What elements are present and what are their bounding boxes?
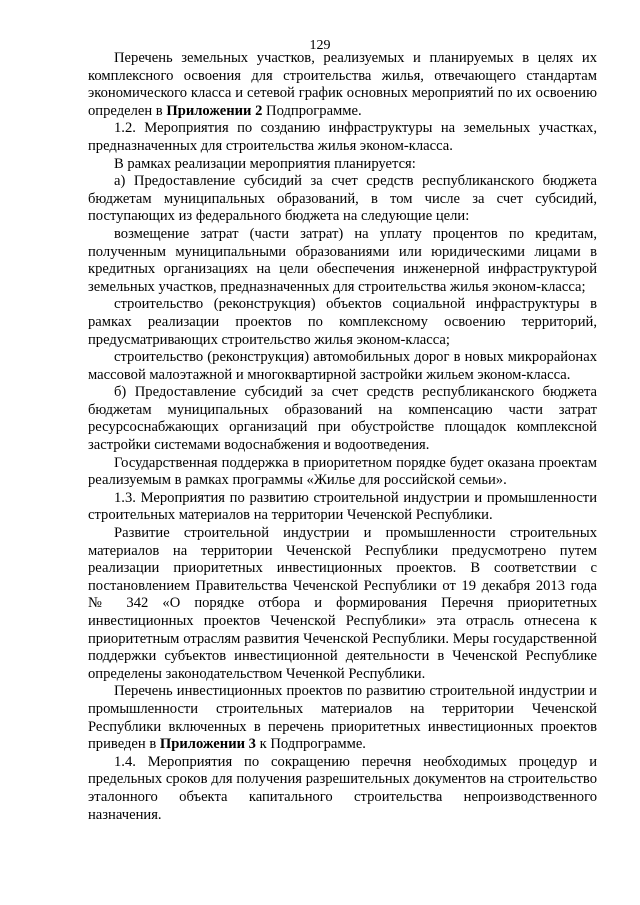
section-1-3-heading xyxy=(88,490,597,525)
paragraph-text: возмещение затрат (части затрат) на уплату процентов по кредитам, полученным муниципальными образованиями или юридическими лицами в кредитных организациях на цели обеспечения инженерной инфраструктурой земельных участков, предназначенных для строительства жилья эконом-класса; xyxy=(88,225,597,295)
paragraph-text: 1.3. Мероприятия по развитию строительной индустрии и промышленности строительных материалов на территории Чеченской Республики. xyxy=(88,489,597,524)
item-roads-construction xyxy=(88,349,597,384)
section-1-2-heading xyxy=(88,120,597,155)
paragraph-state-support xyxy=(88,455,597,490)
paragraph-text: Перечень инвестиционных проектов по развитию строительной индустрии и промышленности строительных материалов на территории Чеченской Республики включенных в перечень приоритетных инвестиционных проектов приведен в xyxy=(88,683,597,753)
page-number: 129 xyxy=(309,38,331,53)
item-a-subsidies xyxy=(88,173,597,226)
appendix-3-reference: Приложении 3 xyxy=(159,736,256,753)
paragraph-text: Государственная поддержка в приоритетном порядке будет оказана проектам реализуемым в рамках программы «Жилье для российской семьи». xyxy=(88,454,597,489)
paragraph-planned-intro xyxy=(88,156,597,174)
document-body xyxy=(88,50,597,824)
paragraph-text: строительство (реконструкция) объектов социальной инфраструктуры в рамках реализации проектов по комплексному освоению территорий, предусматривающих строительство жилья эконом-класса; xyxy=(88,296,597,348)
paragraph-text: 1.4. Мероприятия по сокращению перечня необходимых процедур и предельных сроков для получения разрешительных документов на строительство эталонного объекта капитального строительства непроизводственного назначения. xyxy=(88,753,597,823)
item-interest-reimbursement xyxy=(88,226,597,296)
paragraph-text: б) Предоставление субсидий за счет средств республиканского бюджета бюджетам муниципальных образований на компенсацию части затрат ресурсоснабжающих организаций при обустройстве площадок комплексной застройки системами водоснабжения и водоотведения. xyxy=(88,384,597,454)
item-b-subsidies xyxy=(88,384,597,454)
paragraph-text: В рамках реализации мероприятия планируется: xyxy=(114,155,416,172)
paragraph-text: а) Предоставление субсидий за счет средств республиканского бюджета бюджетам муниципальных образований, в том числе за счет субсидий, поступающих из федерального бюджета на следующие цели: xyxy=(88,173,597,225)
paragraph-text: строительство (реконструкция) автомобильных дорог в новых микрорайонах массовой малоэтажной и многоквартирной застройки жильем эконом-класса. xyxy=(88,349,597,383)
section-1-4-heading xyxy=(88,754,597,824)
paragraph-investment-projects xyxy=(88,683,597,753)
item-social-infrastructure xyxy=(88,296,597,349)
paragraph-industry-development xyxy=(88,525,597,683)
paragraph-text: Подпрограмме. xyxy=(262,102,362,119)
appendix-2-reference: Приложении 2 xyxy=(166,102,263,119)
paragraph-land-plots xyxy=(88,50,597,120)
paragraph-text: к Подпрограмме. xyxy=(255,736,366,753)
paragraph-text: Перечень земельных участков, реализуемых и планируемых в целях их комплексного освоения для строительства жилья, отвечающего стандартам экономического класса и сетевой график основных мероприятий по их освоению определен в xyxy=(88,50,597,119)
paragraph-text: Развитие строительной индустрии и промышленности строительных материалов на территории Чеченской Республики предусмотрено путем реализации приоритетных инвестиционных проектов. В соответствии с постановлением Правительства Чеченской Республики от 19 декабря 2013 года № 342 «О порядке отбора и формирования Перечня приоритетных инвестиционных проектов Чеченской Республики» эта отрасль отнесена к приоритетным отраслям развития Чеченской Республики. Меры государственной поддержки субъектов инвестиционной деятельности в Чеченской Республике определены законодательством Чеченкой Республики. xyxy=(88,525,597,682)
paragraph-text: 1.2. Мероприятия по созданию инфраструктуры на земельных участках, предназначенных для строительства жилья эконом-класса. xyxy=(88,120,597,154)
